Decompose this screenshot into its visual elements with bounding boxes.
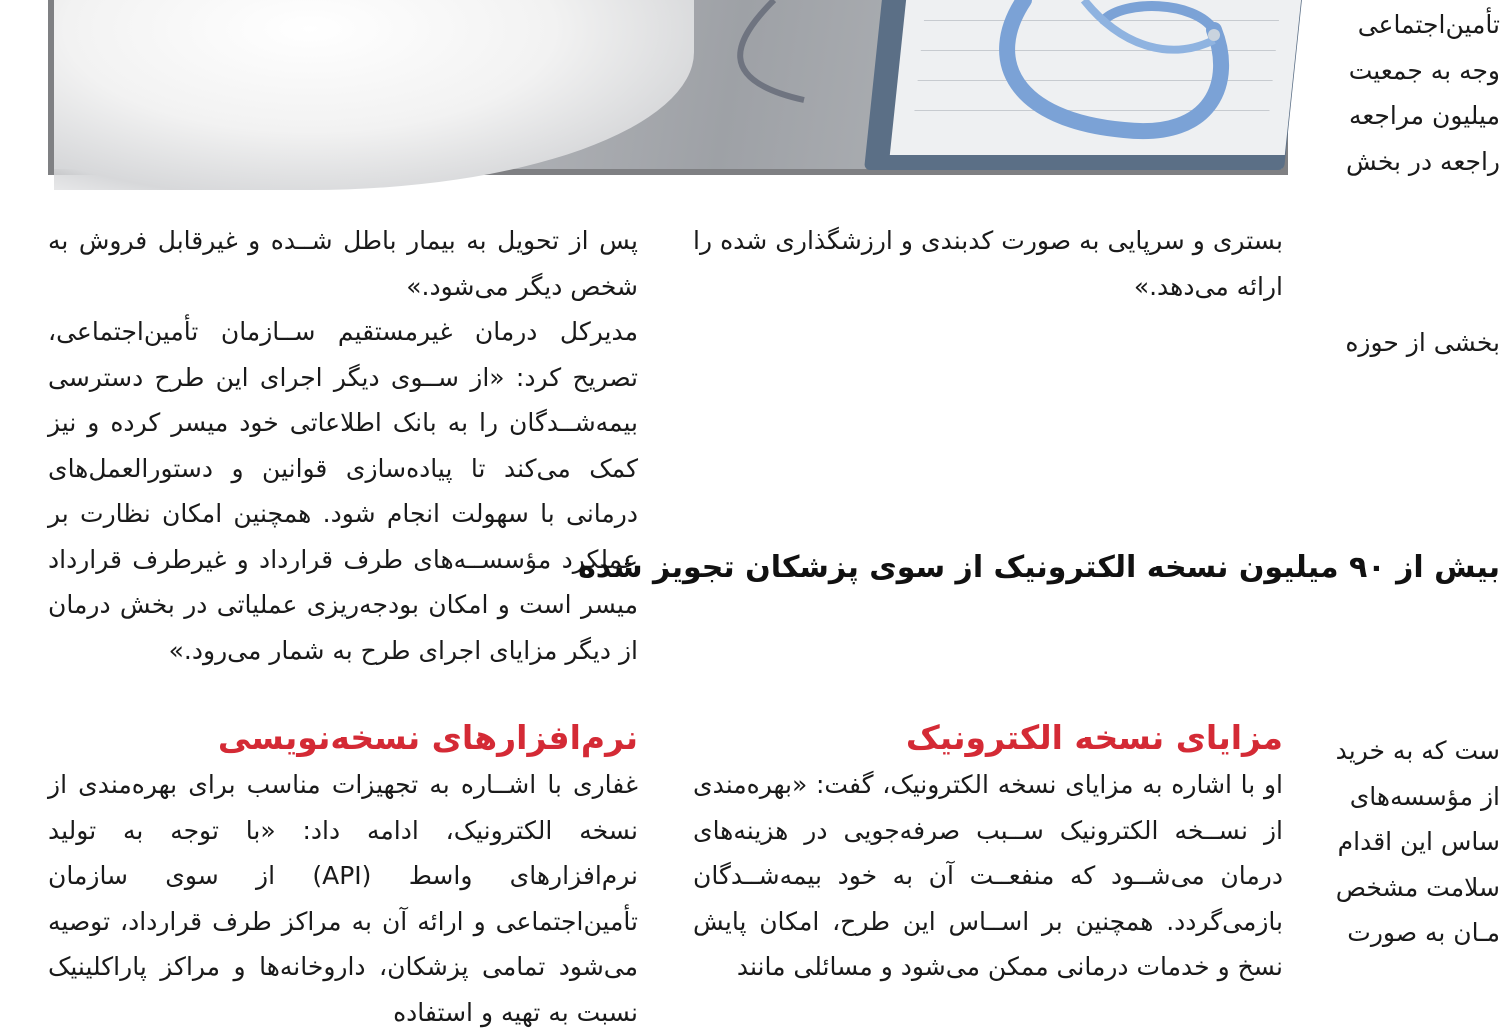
headline-text: بیش از ۹۰ میلیون نسخه الکترونیک از سوی پزشکان تجویز شده xyxy=(578,550,1500,585)
section-title-text: مزایای نسخه الکترونیک xyxy=(905,718,1283,757)
right-column-top xyxy=(1338,2,1500,184)
middle-column-bottom xyxy=(693,762,1283,981)
stethoscope-icon xyxy=(654,0,1294,175)
text-line: وجه به جمعیت xyxy=(1348,55,1500,85)
text-line: ست که به خرید xyxy=(1335,736,1500,765)
left-column-top xyxy=(48,218,638,673)
section-title-left xyxy=(48,716,638,760)
text-line: راجعه در بخش xyxy=(1345,146,1500,176)
headline xyxy=(578,548,1500,588)
text-line: از مؤسسه‌های xyxy=(1349,781,1500,811)
text-line: میلیون مراجعه xyxy=(1348,101,1500,130)
right-column-mid xyxy=(1338,320,1500,366)
text-line: مـان به صورت xyxy=(1347,918,1500,947)
paragraph: او با اشاره به مزایای نسخه الکترونیک، گفت: «بهره‌مندی از نســخه الکترونیک ســبب صرفه‌جویی در هزینه‌های درمان می‌شــود که منفعــت آن به خود بیمه‌شــدگان بازمی‌گردد. همچنین بر اســاس این طرح، امکان پایش نسخ و خدمات درمانی ممکن می‌شود و مسائلی مانند xyxy=(693,770,1283,981)
paragraph: غفاری با اشــاره به تجهیزات مناسب برای بهره‌مندی از نسخه الکترونیک، ادامه داد: «با توجه به تولید نرم‌افزارهای واسط (API) از سوی سازمان تأمین‌اجتماعی و ارائه آن به مراکز طرف قرارداد، توصیه می‌شود تمامی پزشکان، داروخانه‌ها و مراکز پاراکلینیک نسبت به تهیه و استفاده xyxy=(48,770,638,1027)
paragraph: مدیرکل درمان غیرمستقیم ســازمان تأمین‌اجتماعی، تصریح کرد: «از ســوی دیگر اجرای این طرح دسترسی بیمه‌شــدگان را به بانک اطلاعاتی خود میسر کرده و نیز کمک می‌کند تا پیاده‌سازی قوانین و دستورالعمل‌های درمانی با سهولت انجام شود. همچنین امکان نظارت بر عملکرد مؤسســه‌های طرف قرارداد و غیرطرف قرارداد میسر است و امکان بودجه‌ریزی عملیاتی در بخش درمان از دیگر مزایای اجرای طرح به شمار می‌رود.» xyxy=(48,317,638,665)
paragraph: بستری و سرپایی به صورت کدبندی و ارزشگذاری شده را ارائه می‌دهد.» xyxy=(693,226,1283,301)
left-column-bottom xyxy=(48,762,638,1027)
article-photo xyxy=(48,0,1288,175)
section-title-mid xyxy=(693,716,1283,760)
paragraph: پس از تحویل به بیمار باطل شــده و غیرقابل فروش به شخص دیگر می‌شود.» xyxy=(48,226,638,301)
text-line: سلامت مشخص xyxy=(1335,872,1500,902)
text-line: ساس این اقدام xyxy=(1337,827,1500,856)
text-line: تأمین‌اجتماعی xyxy=(1357,10,1500,39)
section-title-text: نرم‌افزارهای نسخه‌نویسی xyxy=(217,718,638,757)
middle-column-top xyxy=(693,218,1283,309)
white-coat-image xyxy=(54,0,694,190)
text-line: بخشی از حوزه xyxy=(1345,328,1500,357)
right-column-bottom xyxy=(1335,728,1500,966)
